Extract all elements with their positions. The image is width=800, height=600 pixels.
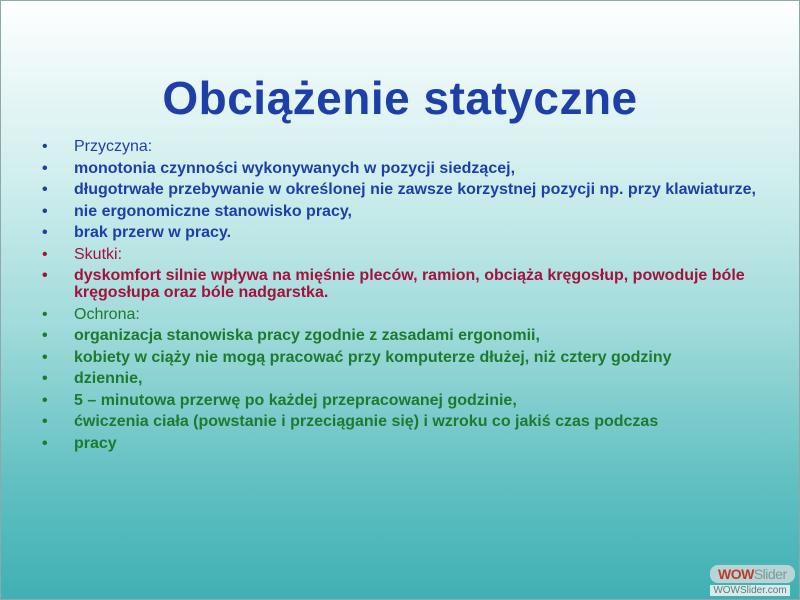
bullet-dot-icon: • — [42, 327, 48, 344]
bullet-item-protection — [40, 435, 760, 452]
wowslider-watermark[interactable] — [710, 565, 790, 596]
bullet-text: brak przerw w pracy. — [74, 224, 232, 241]
bullet-dot-icon: • — [42, 305, 48, 323]
wowslider-logo-part2: Slider — [753, 566, 787, 582]
bullet-text: monotonia czynności wykonywanych w pozycji siedzącej, — [74, 159, 516, 177]
bullet-item-protection — [40, 327, 760, 344]
bullet-item-protection — [40, 349, 760, 366]
bullet-text: Przyczyna: — [74, 138, 153, 155]
bullet-item-cause — [40, 160, 760, 177]
bullet-text: kobiety w ciąży nie mogą pracować przy komputerze dłużej, niż cztery godziny — [74, 348, 672, 366]
wowslider-url[interactable]: WOWSlider.com — [710, 585, 790, 596]
bullet-item-cause — [40, 203, 760, 220]
bullet-text: długotrwałe przebywanie w określonej nie zawsze korzystnej pozycji np. przy klawiaturze, — [74, 181, 756, 198]
bullet-item-protection — [40, 370, 760, 387]
bullet-dot-icon: • — [42, 181, 48, 198]
slide-title: Obciążenie statyczne — [162, 71, 638, 124]
bullet-dot-icon: • — [42, 224, 48, 241]
bullet-text: nie ergonomiczne stanowisko pracy, — [74, 202, 352, 220]
bullet-dot-icon: • — [42, 267, 48, 284]
bullet-item-effect — [40, 267, 760, 301]
bullet-item-protection — [40, 392, 760, 409]
bullet-dot-icon: • — [42, 391, 48, 409]
bullet-dot-icon: • — [42, 370, 48, 387]
bullet-dot-icon: • — [42, 202, 48, 220]
bullet-item-cause — [40, 181, 760, 198]
bullet-text: Skutki: — [74, 245, 123, 263]
bullet-text: ćwiczenia ciała (powstanie i przeciąganie się) i wzroku co jakiś czas podczas — [74, 413, 659, 430]
bullet-item-cause — [40, 224, 760, 241]
bullet-dot-icon: • — [42, 413, 48, 430]
wowslider-logo — [710, 565, 795, 583]
bullet-text: organizacja stanowiska pracy zgodnie z zasadami ergonomii, — [74, 327, 540, 344]
bullet-text: 5 – minutowa przerwę po każdej przepracowanej godzinie, — [74, 391, 517, 409]
bullet-text: pracy — [74, 434, 117, 452]
bullet-text: Ochrona: — [74, 305, 140, 323]
bullet-list — [40, 138, 760, 456]
bullet-text: dyskomfort silnie wpływa na mięśnie pleców, ramion, obciąża kręgosłup, powoduje bóle kręgosłupa oraz bóle nadgarstka. — [74, 267, 745, 301]
bullet-item-protection — [40, 306, 760, 323]
bullet-dot-icon: • — [42, 159, 48, 177]
bullet-item-protection — [40, 413, 760, 430]
bullet-item-cause — [40, 138, 760, 155]
bullet-text: dziennie, — [74, 370, 143, 387]
bullet-dot-icon: • — [42, 434, 48, 452]
wowslider-logo-part1: WOW — [718, 566, 754, 582]
bullet-dot-icon: • — [42, 138, 48, 155]
bullet-item-effect — [40, 246, 760, 263]
bullet-dot-icon: • — [42, 348, 48, 366]
bullet-dot-icon: • — [42, 245, 48, 263]
